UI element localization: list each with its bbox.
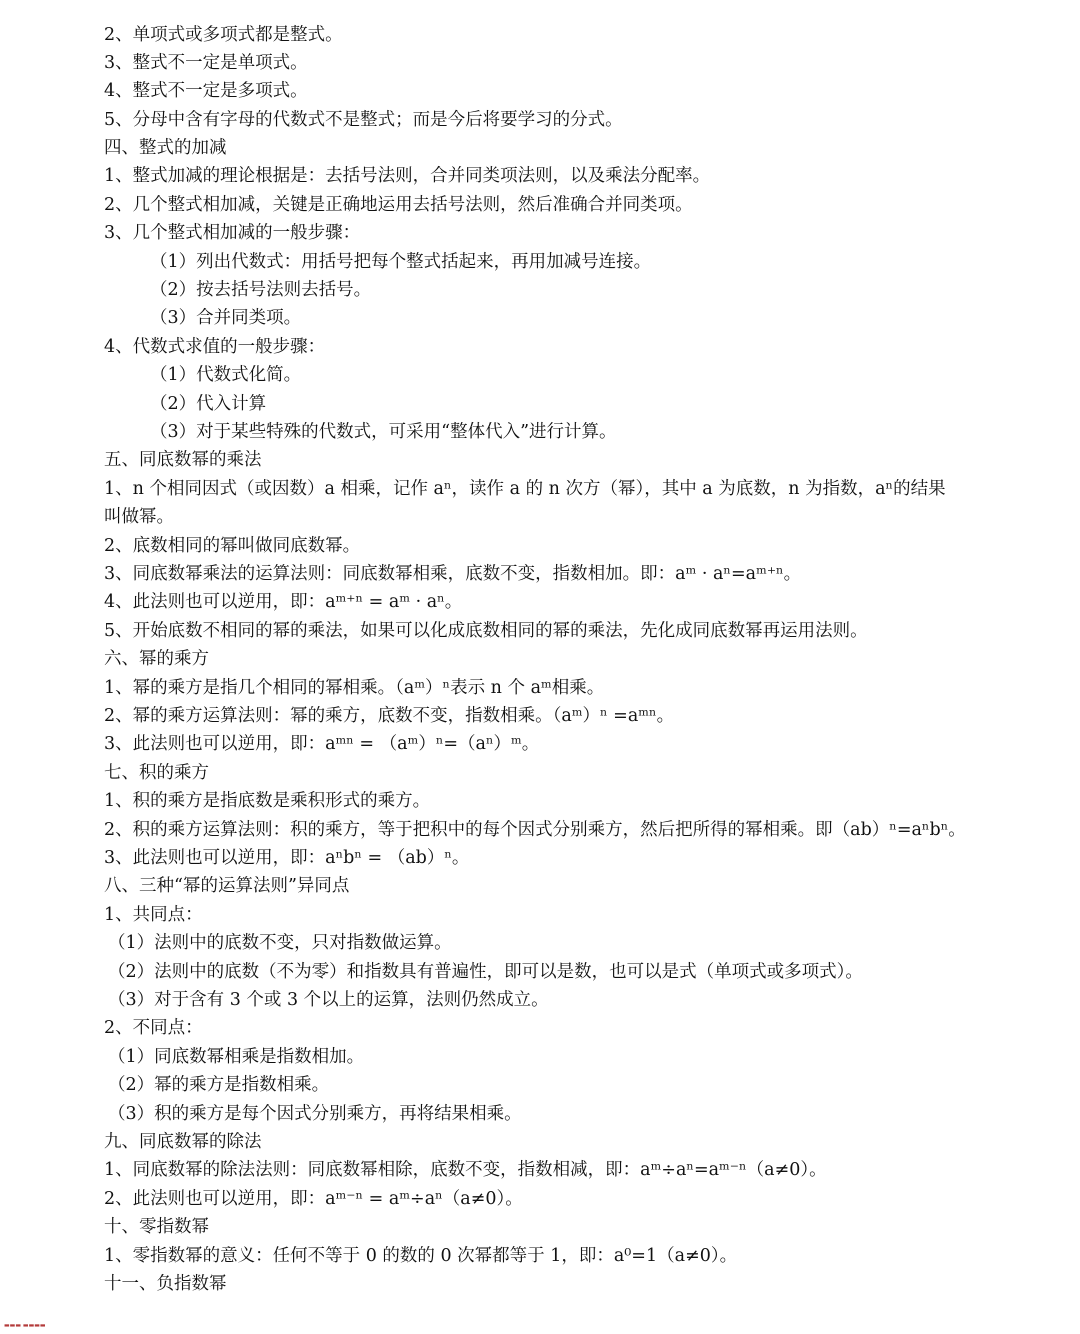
text-line: 5、分母中含有字母的代数式不是整式；而是今后将要学习的分式。 [104, 110, 623, 130]
text-line: 1、共同点： [104, 905, 203, 925]
text-line: 3、此法则也可以逆用，即：aⁿbⁿ = （ab）ⁿ。 [104, 848, 470, 868]
text-line: 1、积的乘方是指底数是乘积形式的乘方。 [104, 791, 431, 811]
text-line: 3、同底数幂乘法的运算法则：同底数幂相乘，底数不变，指数相加。即：aᵐ · aⁿ=aᵐ⁺ⁿ。 [104, 564, 802, 584]
section-heading: 四、整式的加减 [104, 138, 227, 158]
text-line: （1）法则中的底数不变，只对指数做运算。 [108, 933, 452, 953]
text-line: 4、整式不一定是多项式。 [104, 81, 308, 101]
text-line: 2、积的乘方运算法则：积的乘方，等于把积中的每个因式分别乘方，然后把所得的幂相乘。即（ab）ⁿ=aⁿbⁿ。 [104, 820, 966, 840]
text-line: 叫做幂。 [104, 507, 174, 527]
section-heading: 五、同底数幂的乘法 [104, 450, 262, 470]
text-line: （1）代数式化简。 [150, 365, 302, 385]
text-line: 2、不同点： [104, 1018, 203, 1038]
text-line: 2、幂的乘方运算法则：幂的乘方，底数不变，指数相乘。（aᵐ）ⁿ =aᵐⁿ。 [104, 706, 675, 726]
text-line: 1、零指数幂的意义：任何不等于 0 的数的 0 次幂都等于 1，即：a⁰=1（a≠0）。 [104, 1246, 738, 1266]
text-line: （3）对于某些特殊的代数式，可采用“整体代入”进行计算。 [150, 422, 617, 442]
text-line: 3、此法则也可以逆用，即：aᵐⁿ = （aᵐ）ⁿ=（aⁿ）ᵐ。 [104, 734, 540, 754]
text-line: （3）合并同类项。 [150, 308, 302, 328]
text-line: （1）同底数幂相乘是指数相加。 [108, 1047, 365, 1067]
section-heading: 十一、负指数幂 [104, 1274, 227, 1294]
text-line: （1）列出代数式：用括号把每个整式括起来，再用加减号连接。 [150, 252, 652, 272]
text-line: 2、几个整式相加减，关键是正确地运用去括号法则，然后准确合并同类项。 [104, 195, 693, 215]
section-heading: 十、零指数幂 [104, 1217, 209, 1237]
text-line: 3、整式不一定是单项式。 [104, 53, 308, 73]
section-heading: 六、幂的乘方 [104, 649, 209, 669]
watermark-logo: ▬▬▬ ▬▬▬▬ [4, 1322, 46, 1329]
text-line: 3、几个整式相加减的一般步骤： [104, 223, 361, 243]
text-line: （3）对于含有 3 个或 3 个以上的运算，法则仍然成立。 [108, 990, 549, 1010]
text-line: （2）按去括号法则去括号。 [150, 280, 372, 300]
text-line: 1、同底数幂的除法法则：同底数幂相除，底数不变，指数相减，即：aᵐ÷aⁿ=aᵐ⁻ⁿ（a≠0）。 [104, 1160, 827, 1180]
section-heading: 七、积的乘方 [104, 763, 209, 783]
text-line: 1、幂的乘方是指几个相同的幂相乘。（aᵐ）ⁿ表示 n 个 aᵐ相乘。 [104, 678, 605, 698]
text-line: 4、此法则也可以逆用，即：aᵐ⁺ⁿ = aᵐ · aⁿ。 [104, 592, 463, 612]
text-line: （2）幂的乘方是指数相乘。 [108, 1075, 330, 1095]
text-line: 2、单项式或多项式都是整式。 [104, 25, 343, 45]
text-line: 2、此法则也可以逆用，即：aᵐ⁻ⁿ = aᵐ÷aⁿ（a≠0）。 [104, 1189, 523, 1209]
text-line: 1、n 个相同因式（或因数）a 相乘，记作 aⁿ，读作 a 的 n 次方（幂），其中 a 为底数，n 为指数，aⁿ的结果 [104, 479, 946, 499]
section-heading: 九、同底数幂的除法 [104, 1132, 262, 1152]
text-line: 1、整式加减的理论根据是：去括号法则，合并同类项法则，以及乘法分配率。 [104, 166, 711, 186]
text-line: （3）积的乘方是每个因式分别乘方，再将结果相乘。 [108, 1104, 522, 1124]
section-heading: 八、三种“幂的运算法则”异同点 [104, 876, 350, 896]
text-line: （2）代入计算 [150, 394, 267, 414]
text-line: 2、底数相同的幂叫做同底数幂。 [104, 536, 361, 556]
text-line: 5、开始底数不相同的幂的乘法，如果可以化成底数相同的幂的乘法，先化成同底数幂再运用法则。 [104, 621, 868, 641]
text-line: 4、代数式求值的一般步骤： [104, 337, 326, 357]
text-line: （2）法则中的底数（不为零）和指数具有普遍性，即可以是数，也可以是式（单项式或多项式）。 [108, 962, 863, 982]
